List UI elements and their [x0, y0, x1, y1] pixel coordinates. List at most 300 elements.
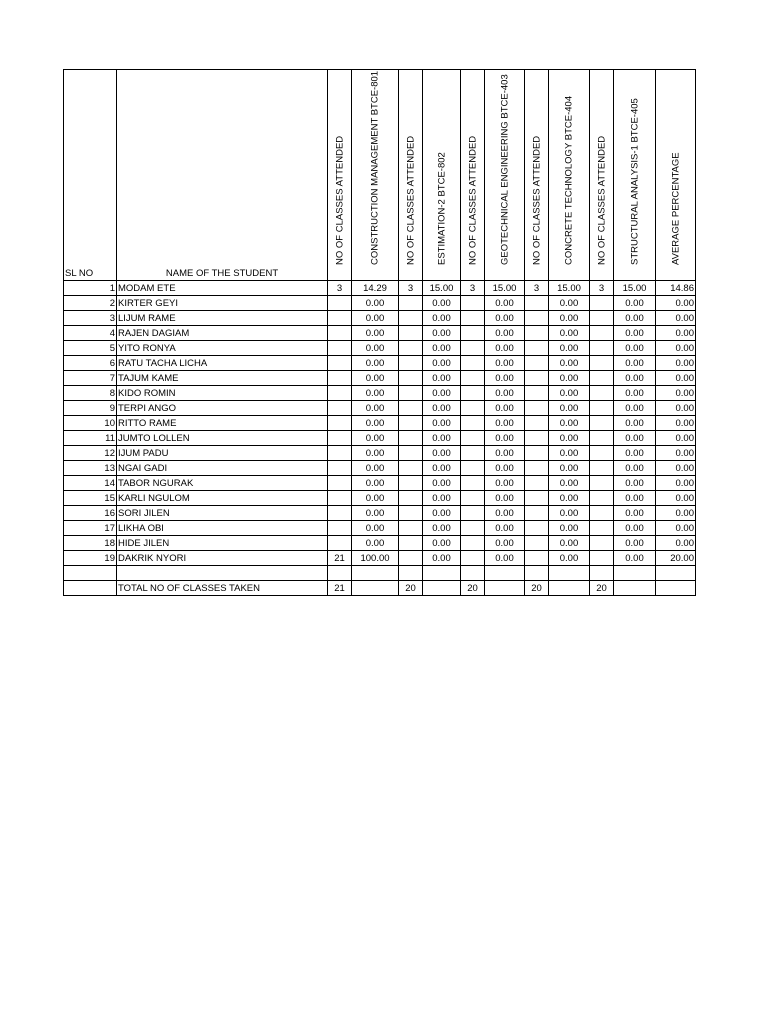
attended-cell — [525, 491, 549, 506]
sl-no-cell: 3 — [64, 311, 117, 326]
percentage-cell: 15.00 — [423, 281, 461, 296]
percentage-cell: 0.00 — [423, 356, 461, 371]
percentage-cell: 0.00 — [614, 446, 656, 461]
attended-cell — [461, 461, 485, 476]
table-row — [64, 536, 696, 551]
sl-no-cell: 8 — [64, 386, 117, 401]
column-header-text: NO OF CLASSES ATTENDED — [531, 135, 542, 265]
percentage-cell: 0.00 — [423, 506, 461, 521]
attended-cell: 3 — [399, 281, 423, 296]
percentage-cell: 0.00 — [549, 371, 590, 386]
attended-cell — [399, 296, 423, 311]
attended-cell — [461, 326, 485, 341]
percentage-cell: 0.00 — [614, 371, 656, 386]
attended-cell — [328, 461, 352, 476]
attended-cell — [461, 401, 485, 416]
attended-cell — [328, 491, 352, 506]
table-row — [64, 431, 696, 446]
percentage-cell: 0.00 — [423, 536, 461, 551]
column-header — [590, 70, 614, 281]
average-cell: 0.00 — [656, 521, 696, 536]
attended-cell — [461, 431, 485, 446]
total-cell: 20 — [590, 581, 614, 596]
attended-cell — [525, 431, 549, 446]
percentage-cell: 0.00 — [614, 431, 656, 446]
percentage-cell: 0.00 — [423, 386, 461, 401]
column-header — [656, 70, 696, 281]
percentage-cell: 0.00 — [485, 536, 525, 551]
table-row — [64, 341, 696, 356]
percentage-cell: 0.00 — [352, 416, 399, 431]
student-name-cell: IJUM PADU — [117, 446, 328, 461]
percentage-cell: 0.00 — [352, 341, 399, 356]
attended-cell — [328, 431, 352, 446]
attended-cell — [328, 341, 352, 356]
total-cell: 20 — [525, 581, 549, 596]
percentage-cell: 0.00 — [614, 326, 656, 341]
student-name-cell: KIRTER GEYI — [117, 296, 328, 311]
attended-cell — [328, 506, 352, 521]
sl-no-cell: 16 — [64, 506, 117, 521]
table-row — [64, 506, 696, 521]
percentage-cell: 0.00 — [549, 536, 590, 551]
percentage-cell: 0.00 — [485, 431, 525, 446]
attended-cell — [461, 521, 485, 536]
table-row — [64, 326, 696, 341]
average-cell: 0.00 — [656, 401, 696, 416]
percentage-cell: 0.00 — [485, 521, 525, 536]
attended-cell — [525, 446, 549, 461]
attended-cell — [399, 521, 423, 536]
sl-no-cell: 9 — [64, 401, 117, 416]
percentage-cell: 15.00 — [614, 281, 656, 296]
attended-cell — [399, 416, 423, 431]
attended-cell — [590, 491, 614, 506]
student-name-cell: JUMTO LOLLEN — [117, 431, 328, 446]
student-name-cell: RATU TACHA LICHA — [117, 356, 328, 371]
average-cell: 14.86 — [656, 281, 696, 296]
percentage-cell: 0.00 — [549, 506, 590, 521]
percentage-cell: 0.00 — [485, 296, 525, 311]
attended-cell — [399, 506, 423, 521]
attended-cell — [399, 341, 423, 356]
student-name-cell: KARLI NGULOM — [117, 491, 328, 506]
percentage-cell: 0.00 — [352, 356, 399, 371]
table-row — [64, 461, 696, 476]
percentage-cell: 0.00 — [549, 341, 590, 356]
attended-cell — [328, 476, 352, 491]
attended-cell — [328, 296, 352, 311]
percentage-cell: 0.00 — [423, 296, 461, 311]
percentage-cell: 0.00 — [352, 401, 399, 416]
column-header-text: STRUCTURAL ANALYSIS-1 BTCE-405 — [629, 98, 640, 265]
percentage-cell: 0.00 — [423, 461, 461, 476]
attended-cell — [461, 551, 485, 566]
table-row — [64, 491, 696, 506]
percentage-cell: 0.00 — [485, 341, 525, 356]
percentage-cell: 0.00 — [352, 536, 399, 551]
percentage-cell: 0.00 — [614, 461, 656, 476]
sl-no-cell: 19 — [64, 551, 117, 566]
attended-cell — [399, 431, 423, 446]
attended-cell — [399, 371, 423, 386]
attended-cell — [525, 416, 549, 431]
percentage-cell: 15.00 — [485, 281, 525, 296]
average-cell: 20.00 — [656, 551, 696, 566]
attended-cell — [328, 356, 352, 371]
attended-cell — [525, 551, 549, 566]
percentage-cell: 0.00 — [549, 296, 590, 311]
percentage-cell: 0.00 — [423, 401, 461, 416]
total-cell — [549, 581, 590, 596]
sl-no-cell: 12 — [64, 446, 117, 461]
table-row — [64, 401, 696, 416]
student-name-cell: YITO RONYA — [117, 341, 328, 356]
column-header-text: GEOTECHNICAL ENGINEERING BTCE-403 — [499, 74, 510, 265]
attended-cell — [328, 386, 352, 401]
student-name-cell: SORI JILEN — [117, 506, 328, 521]
percentage-cell: 14.29 — [352, 281, 399, 296]
attended-cell — [590, 371, 614, 386]
percentage-cell: 0.00 — [614, 401, 656, 416]
attended-cell — [525, 506, 549, 521]
sl-no-cell: 6 — [64, 356, 117, 371]
attended-cell — [328, 371, 352, 386]
sl-no-cell: 13 — [64, 461, 117, 476]
percentage-cell: 0.00 — [549, 521, 590, 536]
average-cell: 0.00 — [656, 506, 696, 521]
attended-cell — [590, 461, 614, 476]
percentage-cell: 0.00 — [423, 551, 461, 566]
column-header-text: ESTIMATION-2 BTCE-802 — [436, 152, 447, 265]
percentage-cell: 0.00 — [614, 341, 656, 356]
student-name-cell: HIDE JILEN — [117, 536, 328, 551]
percentage-cell: 0.00 — [549, 491, 590, 506]
attended-cell — [525, 356, 549, 371]
percentage-cell: 0.00 — [485, 551, 525, 566]
average-cell: 0.00 — [656, 371, 696, 386]
column-header-text: NO OF CLASSES ATTENDED — [467, 135, 478, 265]
attended-cell — [590, 506, 614, 521]
average-cell: 0.00 — [656, 326, 696, 341]
average-cell: 0.00 — [656, 476, 696, 491]
percentage-cell: 0.00 — [423, 446, 461, 461]
attended-cell — [328, 521, 352, 536]
percentage-cell: 0.00 — [614, 476, 656, 491]
percentage-cell: 0.00 — [485, 506, 525, 521]
attended-cell — [525, 386, 549, 401]
attended-cell — [590, 521, 614, 536]
attended-cell — [590, 326, 614, 341]
attended-cell — [525, 296, 549, 311]
column-header — [614, 70, 656, 281]
average-cell: 0.00 — [656, 536, 696, 551]
student-name-cell: TERPI ANGO — [117, 401, 328, 416]
average-cell: 0.00 — [656, 296, 696, 311]
average-cell: 0.00 — [656, 416, 696, 431]
sl-no-cell: 5 — [64, 341, 117, 356]
column-header — [549, 70, 590, 281]
student-name-cell: NGAI GADI — [117, 461, 328, 476]
attended-cell — [461, 446, 485, 461]
column-header — [399, 70, 423, 281]
attended-cell — [525, 341, 549, 356]
attended-cell — [399, 491, 423, 506]
percentage-cell: 0.00 — [614, 386, 656, 401]
attended-cell — [461, 311, 485, 326]
percentage-cell: 100.00 — [352, 551, 399, 566]
attended-cell — [590, 536, 614, 551]
table-row — [64, 446, 696, 461]
average-cell: 0.00 — [656, 341, 696, 356]
attended-cell — [525, 401, 549, 416]
percentage-cell: 0.00 — [549, 551, 590, 566]
blank-row — [64, 566, 696, 581]
percentage-cell: 0.00 — [352, 446, 399, 461]
header-row — [64, 70, 696, 281]
percentage-cell: 0.00 — [614, 551, 656, 566]
percentage-cell: 0.00 — [423, 491, 461, 506]
percentage-cell: 0.00 — [614, 521, 656, 536]
total-sl-cell — [64, 581, 117, 596]
total-cell — [614, 581, 656, 596]
attended-cell — [328, 326, 352, 341]
attended-cell: 3 — [328, 281, 352, 296]
average-cell: 0.00 — [656, 461, 696, 476]
table-row — [64, 521, 696, 536]
percentage-cell: 0.00 — [423, 431, 461, 446]
attended-cell — [590, 446, 614, 461]
attended-cell — [328, 446, 352, 461]
sl-no-cell: 15 — [64, 491, 117, 506]
attended-cell — [328, 416, 352, 431]
total-cell — [656, 581, 696, 596]
percentage-cell: 0.00 — [352, 326, 399, 341]
sl-no-cell: 17 — [64, 521, 117, 536]
attended-cell — [590, 341, 614, 356]
total-cell — [352, 581, 399, 596]
sl-no-cell: 1 — [64, 281, 117, 296]
percentage-cell: 0.00 — [423, 521, 461, 536]
attendance-table — [63, 69, 696, 596]
column-header — [352, 70, 399, 281]
percentage-cell: 0.00 — [352, 386, 399, 401]
percentage-cell: 0.00 — [549, 461, 590, 476]
percentage-cell: 0.00 — [485, 356, 525, 371]
percentage-cell: 0.00 — [549, 431, 590, 446]
attended-cell — [461, 536, 485, 551]
column-header — [461, 70, 485, 281]
total-row — [64, 581, 696, 596]
student-name-cell: TABOR NGURAK — [117, 476, 328, 491]
attended-cell: 21 — [328, 551, 352, 566]
total-cell: 21 — [328, 581, 352, 596]
attended-cell — [399, 536, 423, 551]
column-header-text: NO OF CLASSES ATTENDED — [596, 135, 607, 265]
percentage-cell: 0.00 — [549, 386, 590, 401]
attended-cell — [525, 371, 549, 386]
attended-cell — [525, 521, 549, 536]
percentage-cell: 0.00 — [485, 326, 525, 341]
percentage-cell: 0.00 — [549, 326, 590, 341]
percentage-cell: 0.00 — [549, 416, 590, 431]
percentage-cell: 0.00 — [485, 386, 525, 401]
attended-cell — [525, 326, 549, 341]
percentage-cell: 0.00 — [423, 476, 461, 491]
attended-cell — [461, 341, 485, 356]
column-header-text: NO OF CLASSES ATTENDED — [334, 135, 345, 265]
average-cell: 0.00 — [656, 446, 696, 461]
attended-cell — [525, 536, 549, 551]
column-header-text: NO OF CLASSES ATTENDED — [405, 135, 416, 265]
student-name-cell: RAJEN DAGIAM — [117, 326, 328, 341]
average-cell: 0.00 — [656, 311, 696, 326]
sl-no-cell: 4 — [64, 326, 117, 341]
attended-cell — [328, 536, 352, 551]
student-rows — [64, 281, 696, 566]
percentage-cell: 0.00 — [423, 341, 461, 356]
column-header — [423, 70, 461, 281]
percentage-cell: 0.00 — [485, 311, 525, 326]
attended-cell: 3 — [590, 281, 614, 296]
average-cell: 0.00 — [656, 386, 696, 401]
percentage-cell: 0.00 — [352, 521, 399, 536]
percentage-cell: 0.00 — [614, 311, 656, 326]
percentage-cell: 0.00 — [614, 491, 656, 506]
table-row — [64, 311, 696, 326]
attended-cell — [399, 446, 423, 461]
table-row — [64, 356, 696, 371]
average-cell: 0.00 — [656, 491, 696, 506]
table-row — [64, 371, 696, 386]
attended-cell — [328, 401, 352, 416]
percentage-cell: 0.00 — [352, 311, 399, 326]
percentage-cell: 0.00 — [485, 461, 525, 476]
attended-cell — [399, 356, 423, 371]
attended-cell — [461, 476, 485, 491]
total-cell: 20 — [461, 581, 485, 596]
percentage-cell: 0.00 — [485, 401, 525, 416]
table-row — [64, 476, 696, 491]
table-row — [64, 416, 696, 431]
attended-cell — [328, 311, 352, 326]
student-name-cell: TAJUM KAME — [117, 371, 328, 386]
attended-cell — [590, 551, 614, 566]
sl-no-cell: 14 — [64, 476, 117, 491]
total-label: TOTAL NO OF CLASSES TAKEN — [117, 581, 328, 596]
student-name-cell: DAKRIK NYORI — [117, 551, 328, 566]
attended-cell — [399, 326, 423, 341]
average-cell: 0.00 — [656, 356, 696, 371]
percentage-cell: 0.00 — [614, 296, 656, 311]
percentage-cell: 0.00 — [549, 446, 590, 461]
attended-cell — [590, 296, 614, 311]
column-header — [328, 70, 352, 281]
attended-cell — [590, 431, 614, 446]
percentage-cell: 0.00 — [549, 401, 590, 416]
percentage-cell: 0.00 — [614, 506, 656, 521]
percentage-cell: 0.00 — [485, 446, 525, 461]
sl-no-cell: 10 — [64, 416, 117, 431]
attended-cell — [590, 386, 614, 401]
attended-cell — [525, 311, 549, 326]
attended-cell — [461, 356, 485, 371]
percentage-cell: 0.00 — [614, 416, 656, 431]
student-name-cell: MODAM ETE — [117, 281, 328, 296]
percentage-cell: 0.00 — [352, 296, 399, 311]
attended-cell — [590, 356, 614, 371]
percentage-cell: 0.00 — [352, 431, 399, 446]
column-header — [525, 70, 549, 281]
column-header-text: CONCRETE TECHNOLOGY BTCE-404 — [563, 95, 575, 265]
percentage-cell: 0.00 — [485, 491, 525, 506]
attended-cell — [461, 386, 485, 401]
attended-cell — [590, 401, 614, 416]
sl-no-cell: 18 — [64, 536, 117, 551]
average-cell: 0.00 — [656, 431, 696, 446]
student-name-cell: RITTO RAME — [117, 416, 328, 431]
attended-cell — [525, 476, 549, 491]
attended-cell — [590, 311, 614, 326]
percentage-cell: 0.00 — [423, 416, 461, 431]
percentage-cell: 0.00 — [352, 476, 399, 491]
attended-cell: 3 — [461, 281, 485, 296]
attended-cell — [399, 386, 423, 401]
percentage-cell: 0.00 — [352, 461, 399, 476]
sl-no-header: SL NO — [64, 70, 117, 281]
total-cell — [485, 581, 525, 596]
table-row — [64, 281, 696, 296]
sl-no-cell: 7 — [64, 371, 117, 386]
attended-cell — [461, 506, 485, 521]
percentage-cell: 0.00 — [423, 311, 461, 326]
percentage-cell: 0.00 — [352, 371, 399, 386]
sl-no-cell: 2 — [64, 296, 117, 311]
column-header — [485, 70, 525, 281]
attended-cell — [461, 416, 485, 431]
percentage-cell: 0.00 — [549, 476, 590, 491]
percentage-cell: 0.00 — [549, 311, 590, 326]
percentage-cell: 0.00 — [352, 506, 399, 521]
percentage-cell: 0.00 — [485, 371, 525, 386]
percentage-cell: 0.00 — [352, 491, 399, 506]
attended-cell — [461, 491, 485, 506]
table-row — [64, 296, 696, 311]
percentage-cell: 0.00 — [549, 356, 590, 371]
attended-cell — [590, 416, 614, 431]
total-cell — [423, 581, 461, 596]
attended-cell — [399, 401, 423, 416]
percentage-cell: 15.00 — [549, 281, 590, 296]
student-name-cell: KIDO ROMIN — [117, 386, 328, 401]
attended-cell — [461, 371, 485, 386]
student-name-header: NAME OF THE STUDENT — [117, 70, 328, 281]
attended-cell — [399, 476, 423, 491]
attended-cell — [590, 476, 614, 491]
column-header-text: CONSTRUCTION MANAGEMENT BTCE-801 — [369, 70, 381, 265]
attended-cell — [461, 296, 485, 311]
percentage-cell: 0.00 — [485, 416, 525, 431]
student-name-cell: LIJUM RAME — [117, 311, 328, 326]
attended-cell — [525, 461, 549, 476]
percentage-cell: 0.00 — [485, 476, 525, 491]
column-header-text: AVERAGE PERCENTAGE — [670, 152, 681, 265]
attended-cell — [399, 311, 423, 326]
table-row — [64, 386, 696, 401]
total-cell: 20 — [399, 581, 423, 596]
attended-cell — [399, 551, 423, 566]
percentage-cell: 0.00 — [614, 536, 656, 551]
